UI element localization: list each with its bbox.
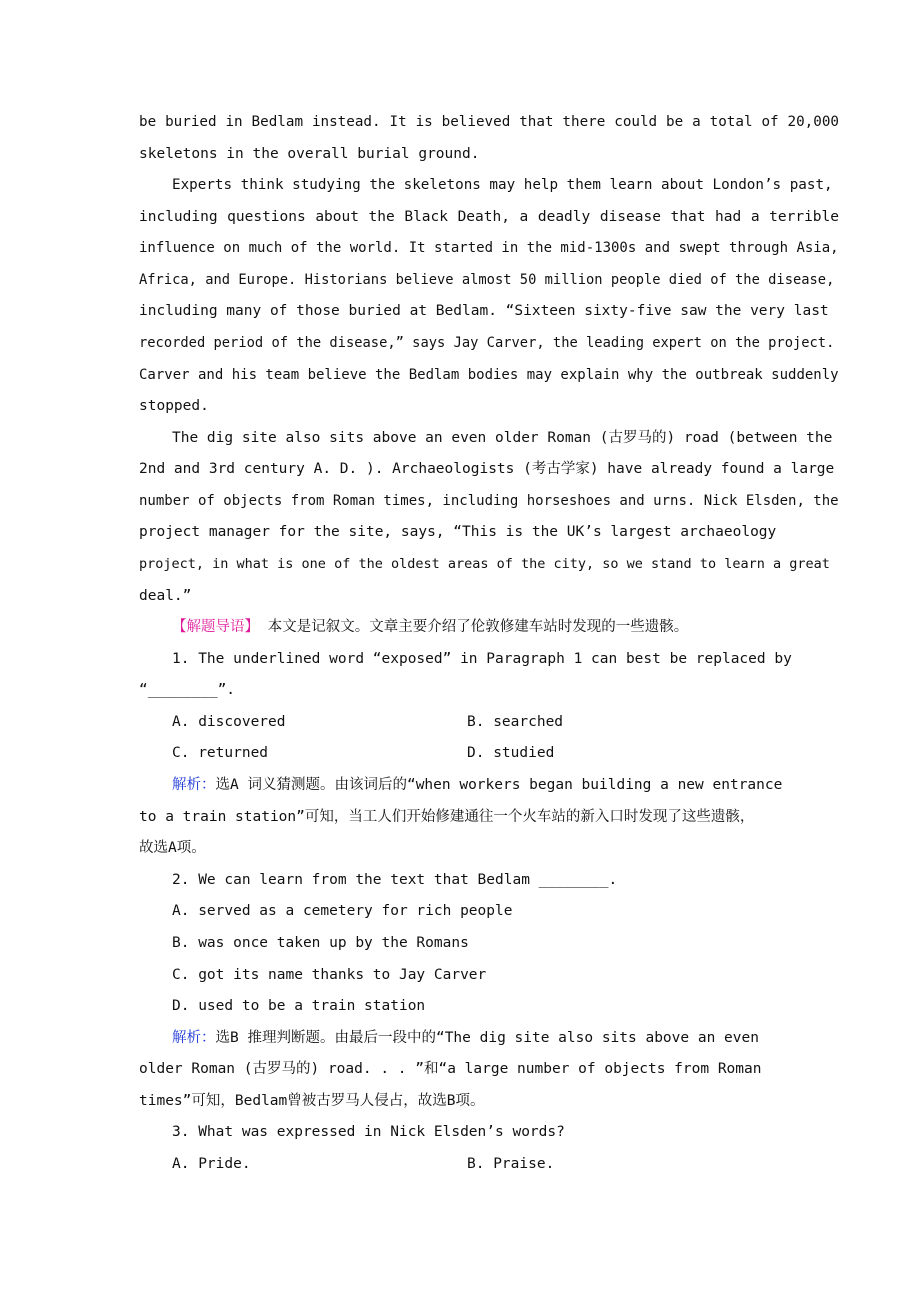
analysis-label: 解析：	[172, 777, 216, 793]
guide-label: 【解题导语】	[172, 619, 259, 635]
q2-option-a: A. served as a cemetery for rich people	[172, 903, 513, 919]
q1-option-d: D. studied	[467, 745, 555, 761]
passage-line: number of objects from Roman times, including horseshoes and urns. Nick Elsden, the	[139, 493, 839, 509]
q2-analysis: older Roman (古罗马的) road. . . ”和“a large number of objects from Roman	[139, 1061, 762, 1077]
passage-line: influence on much of the world. It started in the mid-1300s and swept through Asia,	[139, 240, 839, 256]
passage-line: Experts think studying the skeletons may help them learn about London’s past,	[172, 177, 833, 193]
passage-line: Carver and his team believe the Bedlam bodies may explain why the outbreak suddenly	[139, 367, 839, 383]
q2-option-b: B. was once taken up by the Romans	[172, 935, 469, 951]
q1-option-c: C. returned	[172, 745, 269, 761]
q1-stem: “________”.	[139, 682, 236, 698]
guide-text: 本文是记叙文。文章主要介绍了伦敦修建车站时发现的一些遗骸。	[267, 619, 689, 635]
guide-line	[172, 617, 872, 637]
q2-option-c: C. got its name thanks to Jay Carver	[172, 967, 487, 983]
q1-stem: 1. The underlined word “exposed” in Paragraph 1 can best be replaced by	[172, 651, 792, 667]
passage-line: Africa, and Europe. Historians believe almost 50 million people died of the disease,	[139, 272, 835, 288]
passage-line: recorded period of the disease,” says Jay Carver, the leading expert on the project.	[139, 335, 835, 351]
passage-line: deal.”	[139, 588, 192, 604]
q1-analysis: to a train station”可知，当工人们开始修建通往一个火车站的新入口时发现了这些遗骸，	[139, 809, 755, 825]
passage-line: The dig site also sits above an even older Roman (古罗马的) road (between the	[172, 430, 833, 446]
analysis-label: 解析：	[172, 1030, 216, 1046]
q3-option-a: A. Pride.	[172, 1156, 251, 1172]
passage-line: project, in what is one of the oldest areas of the city, so we stand to learn a great	[139, 556, 830, 572]
passage-line: stopped.	[139, 398, 209, 414]
q3-option-b: B. Praise.	[467, 1156, 555, 1172]
q2-option-d: D. used to be a train station	[172, 998, 426, 1014]
analysis-text: 选A 词义猜测题。由该词后的“when workers began building a new entrance	[215, 777, 783, 793]
q1-option-a: A. discovered	[172, 714, 286, 730]
q1-analysis: 故选A项。	[139, 840, 206, 856]
q1-option-b: B. searched	[467, 714, 564, 730]
q2-stem: 2. We can learn from the text that Bedlam ________.	[172, 872, 618, 888]
analysis-text: 选B 推理判断题。由最后一段中的“The dig site also sits above an even	[215, 1030, 759, 1046]
q2-analysis: times”可知，Bedlam曾被古罗马人侵占，故选B项。	[139, 1093, 485, 1109]
passage-line: including questions about the Black Death, a deadly disease that had a terrible	[139, 209, 839, 225]
passage-line: skeletons in the overall burial ground.	[139, 146, 480, 162]
q2-analysis	[172, 1028, 872, 1048]
passage-line: project manager for the site, says, “This is the UK’s largest archaeology	[139, 524, 777, 540]
q3-stem: 3. What was expressed in Nick Elsden’s words?	[172, 1124, 565, 1140]
passage-line: including many of those buried at Bedlam. “Sixteen sixty-five saw the very last	[139, 303, 829, 319]
q1-analysis	[172, 775, 872, 795]
passage-line: 2nd and 3rd century A. D. ). Archaeologists (考古学家) have already found a large	[139, 461, 835, 477]
passage-line: be buried in Bedlam instead. It is believed that there could be a total of 20,000	[139, 114, 839, 130]
